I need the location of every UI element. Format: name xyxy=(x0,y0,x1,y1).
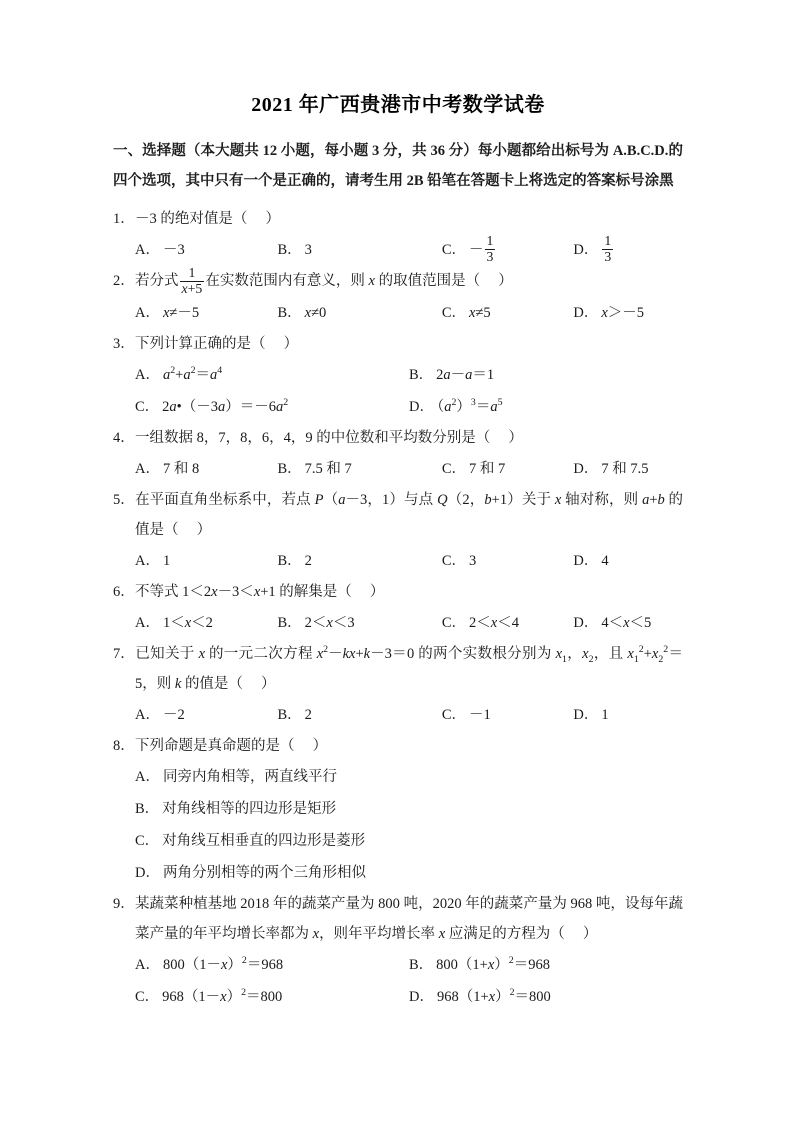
option-row xyxy=(135,359,683,391)
question-4-number: 4． xyxy=(113,429,135,446)
option-row xyxy=(135,949,683,981)
question-7-number: 7． xyxy=(113,645,135,662)
option-row xyxy=(135,607,683,639)
question-5-options xyxy=(113,545,683,577)
question-5-stem xyxy=(113,485,683,545)
question-5 xyxy=(113,485,683,577)
option-7-d[interactable]: D． 1 xyxy=(573,706,609,723)
question-6-number: 6． xyxy=(113,583,135,600)
fraction-one-third: $\frac{1}{3}$ xyxy=(604,233,612,265)
question-9-options xyxy=(113,949,683,1013)
question-6-stem xyxy=(113,577,683,607)
question-1-number: 1． xyxy=(113,211,135,227)
option-8-a[interactable]: A． 同旁内角相等，两直线平行 xyxy=(135,768,337,785)
option-row xyxy=(135,453,683,485)
question-2-number: 2． xyxy=(113,273,135,290)
option-8-d[interactable]: D． 两角分别相等的两个三角形相似 xyxy=(135,864,366,881)
option-row xyxy=(135,825,683,857)
option-1-b[interactable]: B． 3 xyxy=(277,242,312,258)
question-4-stem-text: 一组数据 8，7，8，6，4，9 的中位数和平均数分别是（ ） xyxy=(135,429,523,446)
question-8-stem-text: 下列命题是真命题的是（ ） xyxy=(135,737,328,754)
option-4-c[interactable]: C． 7 和 7 xyxy=(441,460,506,477)
option-2-b[interactable]: B． x≠0 xyxy=(277,304,327,321)
option-9-b[interactable]: B． $800(1+x)^2=968$ xyxy=(409,954,550,973)
option-2-a[interactable]: A． x≠－5 xyxy=(135,304,200,321)
question-2 xyxy=(113,266,683,329)
option-7-b[interactable]: B． 2 xyxy=(277,706,312,723)
question-1-stem xyxy=(113,204,683,234)
option-row xyxy=(135,699,683,731)
option-2-c[interactable]: C． x≠5 xyxy=(441,304,491,321)
option-3-d[interactable]: D． $(a^2)^3=a^5$ xyxy=(409,396,503,415)
question-5-stem-text: 在平面直角坐标系中，若点 P（a－3，1）与点 Q（2，b+1）关于 x 轴对称，则 a+b 的值是（ ） xyxy=(135,491,684,538)
option-1-d[interactable]: D． $\frac{1}{3}$ xyxy=(573,233,612,265)
option-3-a[interactable]: A． $a^2+a^2=a^4$ xyxy=(135,364,223,383)
question-3-stem xyxy=(113,329,683,359)
question-8 xyxy=(113,731,683,889)
question-7-stem xyxy=(113,639,683,699)
fraction-one-over-x-plus-5: $\frac{1}{x+5}$ xyxy=(180,266,205,297)
question-6-options xyxy=(113,607,683,639)
option-1-c[interactable]: C． － $\frac{1}{3}$ xyxy=(441,233,494,265)
question-7-options xyxy=(113,699,683,731)
option-row xyxy=(135,297,683,329)
option-6-a[interactable]: A． 1＜x＜2 xyxy=(135,614,213,631)
question-1-stem-text: －3 的绝对值是（ ） xyxy=(135,211,280,227)
option-4-a[interactable]: A． 7 和 8 xyxy=(135,460,200,477)
question-7 xyxy=(113,639,683,731)
question-2-stem xyxy=(113,266,683,297)
option-5-a[interactable]: A． 1 xyxy=(135,552,171,569)
option-row xyxy=(135,391,683,423)
option-row xyxy=(135,545,683,577)
fraction-one-third: $\frac{1}{3}$ xyxy=(486,233,494,265)
question-9-stem-text: 某蔬菜种植基地 2018 年的蔬菜产量为 800 吨，2020 年的蔬菜产量为 968 吨，设每年蔬菜产量的年平均增长率都为 x，则年平均增长率 x 应满足的方程为（ ） xyxy=(135,895,683,942)
option-1-a[interactable]: A． －3 xyxy=(135,242,185,258)
option-9-a[interactable]: A． $800(1-x)^2=968$ xyxy=(135,954,284,973)
question-9-stem xyxy=(113,889,683,949)
question-2-stem-text: 若分式 $\frac{1}{x+5}$ 在实数范围内有意义，则 x 的取值范围是（ ） xyxy=(135,265,513,296)
question-6-stem-text: 不等式 1＜2x－3＜x+1 的解集是（ ） xyxy=(135,583,385,600)
question-1 xyxy=(113,204,683,266)
question-7-stem-text: 已知关于 x 的一元二次方程 $x^2-kx+k-3=0$ 的两个实数根分别为 $x_1$，$x_2$，且 $x_1^2+x_2^2=5$，则 k 的值是（ ） xyxy=(135,643,683,692)
option-4-b[interactable]: B． 7.5 和 7 xyxy=(277,460,352,477)
question-3-number: 3． xyxy=(113,335,135,352)
option-3-b[interactable]: B． 2a－a＝1 xyxy=(409,366,495,383)
option-8-b[interactable]: B． 对角线相等的四边形是矩形 xyxy=(135,800,337,817)
question-9-number: 9． xyxy=(113,895,135,912)
option-6-b[interactable]: B． 2＜x＜3 xyxy=(277,614,355,631)
option-4-d[interactable]: D． 7 和 7.5 xyxy=(573,460,649,477)
question-4-stem xyxy=(113,423,683,453)
question-3 xyxy=(113,329,683,423)
option-9-d[interactable]: D． $968(1+x)^2=800$ xyxy=(409,986,551,1005)
question-3-stem-text: 下列计算正确的是（ ） xyxy=(135,335,299,352)
question-4 xyxy=(113,423,683,485)
section-intro xyxy=(113,136,683,196)
question-8-options xyxy=(113,761,683,889)
option-row xyxy=(135,981,683,1013)
question-2-options xyxy=(113,297,683,329)
section-intro-text: 一、选择题（本大题共 12 小题，每小题 3 分，共 36 分）每小题都给出标号为 A.B.C.D.的四个选项，其中只有一个是正确的，请考生用 2B 铅笔在答题卡上将选定的答案标号涂黑 xyxy=(113,143,683,189)
option-6-c[interactable]: C． 2＜x＜4 xyxy=(441,614,519,631)
option-row xyxy=(135,761,683,793)
option-9-c[interactable]: C． $968(1-x)^2=800$ xyxy=(135,986,283,1005)
question-5-number: 5． xyxy=(113,491,135,508)
option-8-c[interactable]: C． 对角线互相垂直的四边形是菱形 xyxy=(135,832,366,849)
option-6-d[interactable]: D． 4＜x＜5 xyxy=(573,614,652,631)
option-row xyxy=(135,234,683,266)
option-5-c[interactable]: C． 3 xyxy=(441,552,477,569)
option-row xyxy=(135,793,683,825)
option-7-c[interactable]: C． －1 xyxy=(441,706,491,723)
question-1-options xyxy=(113,234,683,266)
page-content xyxy=(113,92,683,1013)
question-4-options xyxy=(113,453,683,485)
option-2-d[interactable]: D． x＞－5 xyxy=(573,304,645,321)
option-7-a[interactable]: A． －2 xyxy=(135,706,185,723)
option-5-b[interactable]: B． 2 xyxy=(277,552,312,569)
question-8-stem xyxy=(113,731,683,761)
option-3-c[interactable]: C． $2a•(-3a)=-6a^2$ xyxy=(135,396,289,415)
question-3-options xyxy=(113,359,683,423)
question-8-number: 8． xyxy=(113,737,135,754)
option-5-d[interactable]: D． 4 xyxy=(573,552,609,569)
page-title: 2021 年广西贵港市中考数学试卷 xyxy=(251,94,545,116)
option-row xyxy=(135,857,683,889)
question-9 xyxy=(113,889,683,1013)
question-6 xyxy=(113,577,683,639)
